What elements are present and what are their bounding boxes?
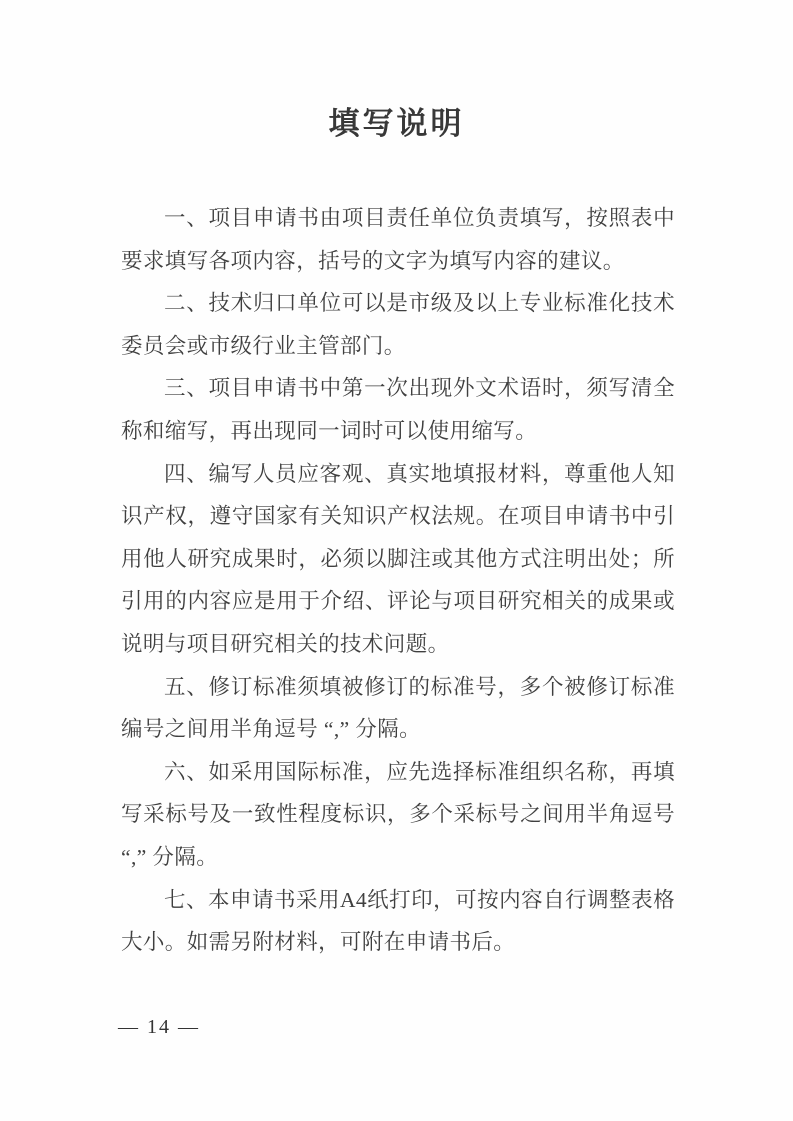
instruction-paragraph-7: 七、本申请书采用A4纸打印，可按内容自行调整表格大小。如需另附材料，可附在申请书后。 — [121, 887, 675, 955]
instruction-paragraph-1: 一、项目申请书由项目责任单位负责填写，按照表中要求填写各项内容，括号的文字为填写内容的建议。 — [121, 206, 675, 273]
instruction-paragraph-2: 二、技术归口单位可以是市级及以上专业标准化技术委员会或市级行业主管部门。 — [121, 291, 675, 358]
instruction-paragraph-6: 六、如采用国际标准，应先选择标准组织名称，再填写采标号及一致性程度标识，多个采标号之间用半角逗号 “,” 分隔。 — [121, 759, 675, 869]
page-title: 填写说明 — [328, 106, 465, 141]
instruction-paragraph-4: 四、编写人员应客观、真实地填报材料，尊重他人知识产权，遵守国家有关知识产权法规。在项目申请书中引用他人研究成果时，必须以脚注或其他方式注明出处；所引用的内容应是用于介绍、评论与项目研究相关的成果或说明与项目研究相关的技术问题。 — [121, 461, 675, 656]
instructions-body — [121, 197, 675, 964]
page-footer — [118, 1016, 200, 1039]
instruction-paragraph-3: 三、项目申请书中第一次出现外文术语时，须写清全称和缩写，再出现同一词时可以使用缩写。 — [121, 376, 675, 443]
instruction-paragraph-5: 五、修订标准须填被修订的标准号，多个被修订标准编号之间用半角逗号 “,” 分隔。 — [121, 674, 675, 742]
page-number: — 14 — — [118, 1016, 200, 1038]
